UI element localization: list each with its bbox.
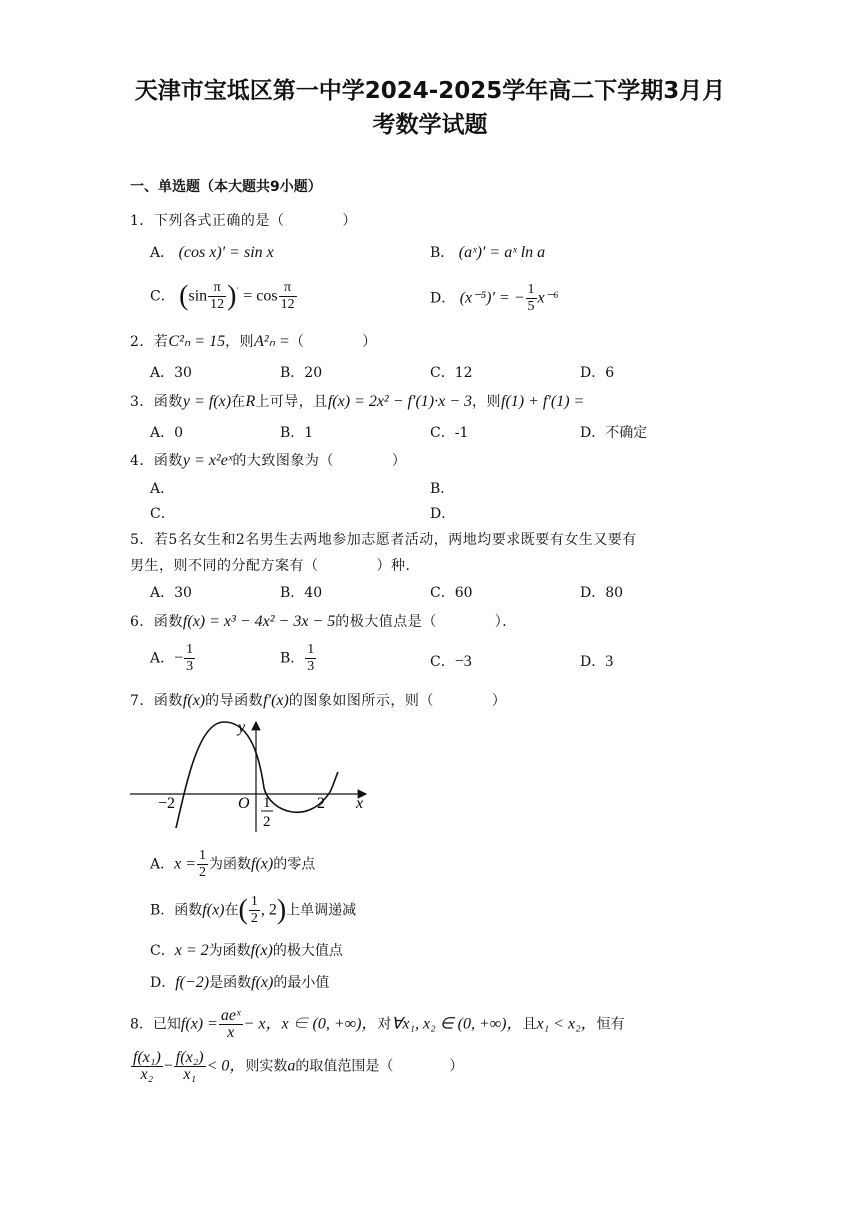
q2-option-b: B．20 [280,365,323,381]
q7-derivative-graph [128,716,378,834]
page-title-line2: 考数学试题 [372,112,488,138]
q2-stem-post: （ ） [289,334,377,350]
q6-b-den: 3 [307,659,315,674]
q7-c-fn: f(x) [250,942,273,959]
q6-option-c [430,651,472,671]
q8-fn-rhs: − x， [243,1015,282,1033]
q1-option-b [430,242,545,262]
q7-stem-pre: 7．函数 [130,693,183,709]
graph-tick-2: 2 [317,795,325,812]
q6-c-val: −3 [454,653,472,670]
q1-stem: 1．下列各式正确的是（ ） [130,213,357,229]
q1-d-label: D． [430,290,456,307]
q6-a-num: 1 [186,642,194,657]
q6-stem-pre: 6．函数 [130,614,183,630]
graph-x-label: x [356,795,364,812]
q8-ineq-d1: x₂ [140,1066,154,1083]
q8-order: x₁ < x₂， [536,1015,597,1033]
q1-d-num: 1 [527,282,535,297]
q3-mid1: 在 [231,394,246,410]
q3-target: f(1) + f′(1) = [501,393,585,410]
q5-option-a: A．30 [150,585,192,601]
q1-a-math: (cos x)′ = sin x [178,244,274,261]
q7-d-post: 的最小值 [273,975,330,991]
q3-option-b: B．1 [280,425,314,441]
q1-c-den2: 12 [280,297,295,312]
q8-stem-line2 [130,1050,463,1083]
q8-ineq-d2: x₁ [183,1066,197,1083]
q7-a-x: x = [174,855,197,873]
graph-tick-half-den: 2 [263,814,271,830]
q5-option-d: D．80 [580,585,624,601]
q4-option-c: C． [150,506,175,522]
q2-cond: C²ₙ = 15 [168,333,226,350]
q6-b-label: B． [280,650,305,667]
q4-stem-post: 的大致图象为（ ） [232,453,407,469]
q1-c-num1: π [208,280,226,297]
q2-target: A²ₙ = [254,333,290,350]
q3-option-a: A．0 [150,425,184,441]
q7-fn: f(x) [182,692,206,709]
q3-R: R [245,393,256,410]
q8-fn-lhs: f(x) = [180,1015,218,1033]
q6-stem [130,611,517,631]
q6-a-label: A． [150,650,175,667]
q4-fn: y = x²eˣ [182,452,233,469]
q1-b-math: (aˣ)′ = aˣ ln a [458,244,546,261]
q5-option-c: C．60 [430,585,473,601]
q3-option-d: D．不确定 [580,425,648,441]
q6-b-num: 1 [307,642,315,657]
q8-domain: x ∈ (0, +∞)， [281,1015,378,1033]
q6-d-val: 3 [605,653,614,670]
q2-option-d: D．6 [580,365,615,381]
q2-option-c: C．12 [430,365,473,381]
q8-ineq-n2: f(x₂) [175,1049,204,1066]
q7-b-num: 1 [250,894,258,909]
q7-b-fn: f(x) [202,901,225,919]
q8-ineq-minus: − [163,1057,173,1075]
q7-c-post: 的极大值点 [272,943,343,959]
q7-d-text: 是函数 [209,975,252,991]
q6-option-a [150,642,196,675]
q4-stem [130,450,406,470]
q1-a-label: A． [150,245,175,261]
q8-post: 恒有 [596,1016,625,1033]
q5-stem-line2: 男生，则不同的分配方案有（ ）种． [130,558,420,574]
q7-a-fn: f(x) [251,855,274,873]
q6-c-label: C． [430,654,455,670]
q7-stem [130,690,506,710]
q8-tail: 则实数 [245,1058,288,1075]
q8-fn-den: x [227,1024,235,1041]
q4-option-a: A． [150,481,175,497]
q7-d-fn2: f(x) [251,974,274,991]
graph-y-label: y [238,719,246,736]
q7-c-x: x = 2 [174,942,209,959]
graph-tick-half-num: 1 [263,795,271,811]
q7-b-mid: 在 [224,902,239,919]
q7-a-den: 2 [199,865,207,880]
q8-var: a [287,1057,296,1075]
q6-option-b [280,642,317,675]
q4-stem-pre: 4．函数 [130,453,183,469]
q3-mid2: 上可导，且 [255,394,328,410]
q7-b-post: 上单调递减 [286,902,357,919]
q3-eq: f(x) = 2x² − f′(1)·x − 3 [327,393,473,410]
q7-a-text: 为函数 [209,856,252,873]
q6-option-d [580,651,613,671]
graph-origin-label: O [238,795,250,812]
q3-mid3: ，则 [472,394,502,410]
q1-c-num2: π [279,280,297,297]
q8-fn-num: aeˣ [220,1007,241,1024]
q7-option-d [150,972,329,992]
q4-option-b: B． [430,481,455,497]
q8-forall: ∀x₁, x₂ ∈ (0, +∞)， [391,1015,523,1033]
q7-b-label: B． [150,902,175,919]
section-heading: 一、单选题（本大题共9小题） [130,179,322,195]
graph-tick-neg2: −2 [158,795,176,812]
q6-fn: f(x) = x³ − 4x² − 3x − 5 [182,613,336,630]
q8-pre: 8．已知 [130,1016,181,1033]
q3-fn: y = f(x) [182,393,232,410]
q8-stem-line1 [130,1008,625,1041]
q1-d-lhs: (x⁻⁵)′ = − [459,289,525,307]
q1-option-a [150,242,274,262]
q2-stem-pre: 2．若 [130,334,169,350]
q7-b-text: 函数 [174,902,203,919]
q7-mid: 的导函数 [205,693,264,709]
q1-c-label: C． [150,288,175,305]
q6-d-label: D． [580,654,606,670]
q3-stem [130,391,584,411]
q5-option-b: B．40 [280,585,323,601]
q2-mid: ，则 [225,334,255,350]
q8-ineq-rhs: < 0， [206,1057,246,1075]
q7-option-b: B．函数f(x)在( $\frac{1}{2}$ , 2)上单调递减 [150,894,357,926]
q7-a-label: A． [150,856,175,873]
q8-mid: 对 [377,1016,392,1033]
q8-ineq-n1: f(x₁) [133,1049,161,1066]
q7-option-c [150,940,343,960]
derivative-curve [176,722,338,828]
q6-a-den: 3 [186,659,194,674]
q8-mid2: 且 [522,1016,537,1033]
q1-b-label: B． [430,245,455,261]
q7-d-label: D． [150,975,176,991]
q7-option-a [150,848,315,881]
q4-option-d: D． [430,506,456,522]
q7-a-post: 的零点 [273,856,316,873]
q7-a-num: 1 [199,848,207,863]
q1-option-c: C． (sin $\frac{\pi}{12}$ )′ = cos $\frac{\pi}{12}$ [150,280,295,312]
q7-stem-post: 的图象如图所示，则（ ） [288,693,507,709]
q8-tail2: 的取值范围是（ ） [295,1058,464,1075]
q7-c-label: C． [150,943,175,959]
q1-d-rhs: x⁻⁶ [537,289,559,307]
page-title-line1: 天津市宝坻区第一中学2024-2025学年高二下学期3月月 [134,78,726,104]
q7-b-den: 2 [250,911,258,926]
q2-option-a: A．30 [150,365,192,381]
q7-b-int-end: , 2 [260,901,277,919]
q1-c-den1: 12 [210,297,225,312]
q2-stem [130,331,377,351]
q5-stem-line1: 5．若5名女生和2名男生去两地参加志愿者活动，两地均要求既要有女生又要有 [130,532,637,548]
q1-option-d [430,282,559,315]
q1-c-eq: = cos [243,287,278,305]
q7-c-text: 为函数 [208,943,251,959]
q6-a-sign: − [174,649,184,667]
q7-d-fn1: f(−2) [175,974,210,991]
q1-c-func: sin [188,287,208,305]
q3-option-c: C．-1 [430,425,469,441]
q3-stem-pre: 3．函数 [130,394,183,410]
q6-stem-post: 的极大值点是（ ）． [335,614,517,630]
q7-deriv: f′(x) [263,692,289,709]
q1-d-den: 5 [527,299,535,314]
